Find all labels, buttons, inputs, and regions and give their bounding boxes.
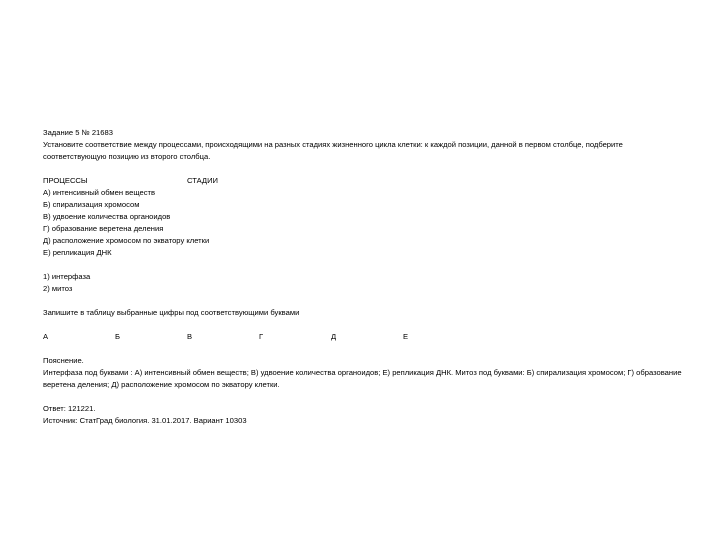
process-item: А) интенсивный обмен веществ (43, 188, 156, 197)
task-document (43, 127, 683, 427)
explanation-heading: Пояснение. (43, 356, 84, 365)
column-headers (43, 175, 683, 187)
answer-letter: А (43, 332, 49, 341)
answer-letter: Е (403, 332, 409, 341)
process-item: В) удвоение количества органоидов (43, 212, 171, 221)
stage-item: 2) митоз (43, 284, 73, 293)
answer-letter: Д (331, 332, 337, 341)
explanation-text: Интерфаза под буквами : А) интенсивный обмен веществ; В) удвоение количества органоидов; Е) репликация ДНК. Митоз под буквами: Б) спирализация хромосом; Г) образование веретена деления; Д) расположение хромосом по экватору клетки. (43, 368, 682, 389)
stages-column-header: СТАДИИ (187, 176, 218, 185)
answer-letter: Б (115, 332, 120, 341)
process-item: Б) спирализация хромосом (43, 200, 140, 209)
processes-column-header: ПРОЦЕССЫ (43, 176, 88, 185)
task-header: Задание 5 № 21683 (43, 128, 113, 137)
source-text: Источник: СтатГрад биология. 31.01.2017. Вариант 10303 (43, 416, 247, 425)
stages-list (43, 271, 683, 295)
task-instruction: Установите соответствие между процессами, происходящими на разных стадиях жизненного цикла клетки: к каждой позиции, данной в первом столбце, подберите соответствующую позицию из второго столбца. (43, 140, 623, 161)
table-prompt: Запишите в таблицу выбранные цифры под соответствующими буквами (43, 308, 300, 317)
process-item: Е) репликация ДНК (43, 248, 112, 257)
answer-letter: Г (259, 332, 264, 341)
stage-item: 1) интерфаза (43, 272, 91, 281)
answer-letter: В (187, 332, 193, 341)
process-item: Г) образование веретена деления (43, 224, 164, 233)
answer-letters-row (43, 331, 683, 343)
process-item: Д) расположение хромосом по экватору клетки (43, 236, 210, 245)
processes-list (43, 187, 683, 259)
answer-text: Ответ: 121221. (43, 404, 96, 413)
